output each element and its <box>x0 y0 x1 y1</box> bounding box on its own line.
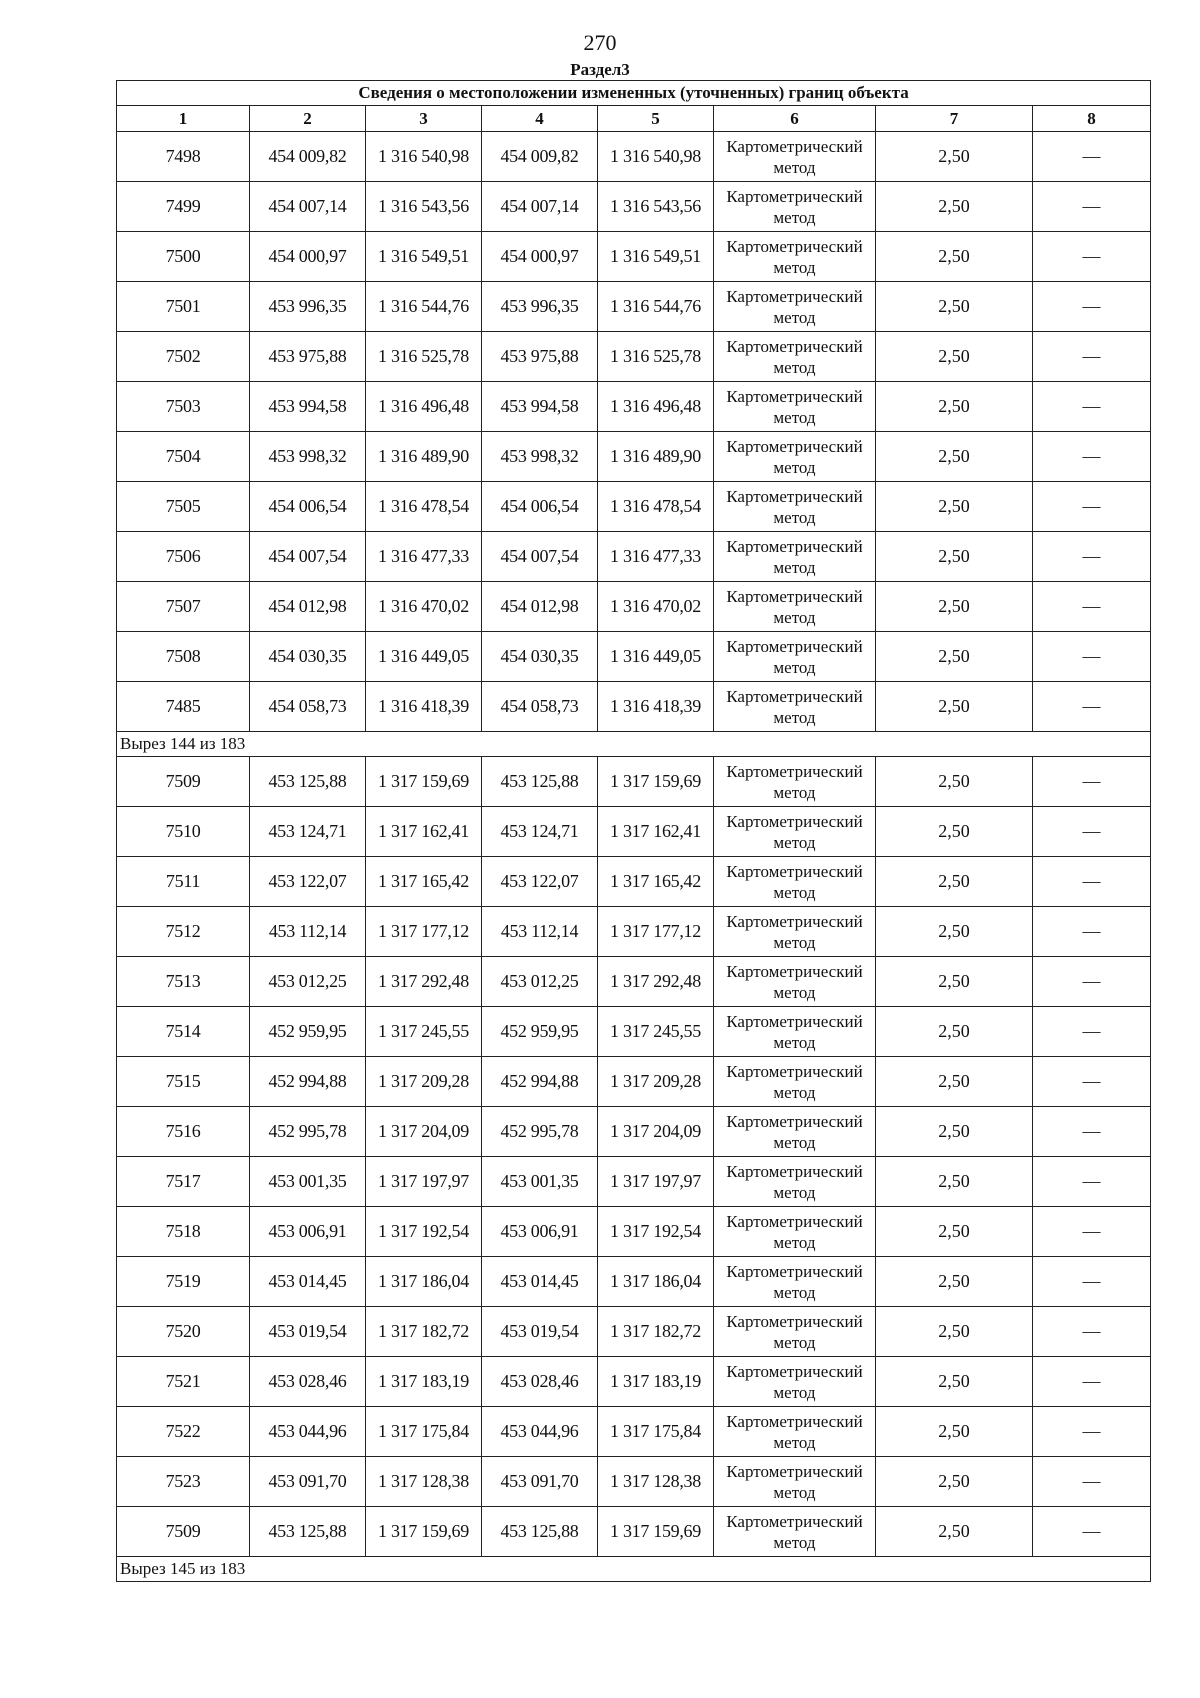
x-refined-cell: 454 000,97 <box>482 232 598 282</box>
x-refined-cell: 453 125,88 <box>482 757 598 807</box>
x-refined-cell: 452 994,88 <box>482 1057 598 1107</box>
empty-cell: — <box>1033 532 1151 582</box>
method-cell: Картометрический метод <box>714 1507 876 1557</box>
table-row <box>117 232 1151 282</box>
table-row <box>117 382 1151 432</box>
x-existing-cell: 454 007,54 <box>250 532 366 582</box>
y-existing-cell: 1 316 489,90 <box>366 432 482 482</box>
column-number: 8 <box>1033 106 1151 132</box>
y-existing-cell: 1 317 159,69 <box>366 1507 482 1557</box>
y-existing-cell: 1 317 197,97 <box>366 1157 482 1207</box>
table-row <box>117 1407 1151 1457</box>
x-existing-cell: 453 028,46 <box>250 1357 366 1407</box>
point-number-cell: 7506 <box>117 532 250 582</box>
x-existing-cell: 452 994,88 <box>250 1057 366 1107</box>
x-existing-cell: 453 014,45 <box>250 1257 366 1307</box>
precision-cell: 2,50 <box>876 807 1033 857</box>
point-number-cell: 7512 <box>117 907 250 957</box>
point-number-cell: 7502 <box>117 332 250 382</box>
point-number-cell: 7509 <box>117 1507 250 1557</box>
point-number-cell: 7514 <box>117 1007 250 1057</box>
y-refined-cell: 1 317 128,38 <box>598 1457 714 1507</box>
empty-cell: — <box>1033 382 1151 432</box>
method-cell: Картометрический метод <box>714 382 876 432</box>
empty-cell: — <box>1033 757 1151 807</box>
method-cell: Картометрический метод <box>714 807 876 857</box>
x-refined-cell: 453 012,25 <box>482 957 598 1007</box>
y-existing-cell: 1 317 182,72 <box>366 1307 482 1357</box>
y-refined-cell: 1 316 449,05 <box>598 632 714 682</box>
empty-cell: — <box>1033 182 1151 232</box>
x-refined-cell: 453 006,91 <box>482 1207 598 1257</box>
y-refined-cell: 1 317 292,48 <box>598 957 714 1007</box>
precision-cell: 2,50 <box>876 1257 1033 1307</box>
table-row <box>117 582 1151 632</box>
y-refined-cell: 1 316 544,76 <box>598 282 714 332</box>
precision-cell: 2,50 <box>876 1507 1033 1557</box>
cutout-row <box>117 1557 1151 1582</box>
y-existing-cell: 1 317 177,12 <box>366 907 482 957</box>
y-refined-cell: 1 316 540,98 <box>598 132 714 182</box>
empty-cell: — <box>1033 1157 1151 1207</box>
point-number-cell: 7515 <box>117 1057 250 1107</box>
y-refined-cell: 1 317 204,09 <box>598 1107 714 1157</box>
method-cell: Картометрический метод <box>714 282 876 332</box>
method-cell: Картометрический метод <box>714 482 876 532</box>
empty-cell: — <box>1033 1057 1151 1107</box>
x-existing-cell: 453 112,14 <box>250 907 366 957</box>
precision-cell: 2,50 <box>876 332 1033 382</box>
table-row <box>117 907 1151 957</box>
table-row <box>117 957 1151 1007</box>
point-number-cell: 7516 <box>117 1107 250 1157</box>
x-refined-cell: 454 007,54 <box>482 532 598 582</box>
empty-cell: — <box>1033 1007 1151 1057</box>
x-refined-cell: 453 994,58 <box>482 382 598 432</box>
table-row <box>117 1157 1151 1207</box>
y-refined-cell: 1 317 186,04 <box>598 1257 714 1307</box>
method-cell: Картометрический метод <box>714 182 876 232</box>
x-refined-cell: 453 014,45 <box>482 1257 598 1307</box>
y-refined-cell: 1 317 177,12 <box>598 907 714 957</box>
x-existing-cell: 454 030,35 <box>250 632 366 682</box>
y-refined-cell: 1 317 162,41 <box>598 807 714 857</box>
cutout-row <box>117 732 1151 757</box>
x-existing-cell: 453 998,32 <box>250 432 366 482</box>
table-row <box>117 1207 1151 1257</box>
table-row <box>117 757 1151 807</box>
point-number-cell: 7500 <box>117 232 250 282</box>
table-row <box>117 1457 1151 1507</box>
method-cell: Картометрический метод <box>714 957 876 1007</box>
empty-cell: — <box>1033 632 1151 682</box>
table-row <box>117 1307 1151 1357</box>
point-number-cell: 7509 <box>117 757 250 807</box>
section-title: Раздел3 <box>570 60 630 79</box>
column-number: 2 <box>250 106 366 132</box>
x-existing-cell: 453 044,96 <box>250 1407 366 1457</box>
precision-cell: 2,50 <box>876 682 1033 732</box>
empty-cell: — <box>1033 1257 1151 1307</box>
empty-cell: — <box>1033 1307 1151 1357</box>
precision-cell: 2,50 <box>876 382 1033 432</box>
method-cell: Картометрический метод <box>714 1407 876 1457</box>
empty-cell: — <box>1033 1107 1151 1157</box>
point-number-cell: 7508 <box>117 632 250 682</box>
y-refined-cell: 1 316 470,02 <box>598 582 714 632</box>
table-row <box>117 1357 1151 1407</box>
precision-cell: 2,50 <box>876 532 1033 582</box>
x-refined-cell: 453 125,88 <box>482 1507 598 1557</box>
table-row <box>117 332 1151 382</box>
column-number: 5 <box>598 106 714 132</box>
x-refined-cell: 453 998,32 <box>482 432 598 482</box>
empty-cell: — <box>1033 232 1151 282</box>
point-number-cell: 7517 <box>117 1157 250 1207</box>
point-number-cell: 7498 <box>117 132 250 182</box>
x-refined-cell: 453 124,71 <box>482 807 598 857</box>
cutout-label: Вырез 145 из 183 <box>117 1557 1151 1582</box>
x-refined-cell: 453 044,96 <box>482 1407 598 1457</box>
y-existing-cell: 1 317 245,55 <box>366 1007 482 1057</box>
x-existing-cell: 452 995,78 <box>250 1107 366 1157</box>
x-existing-cell: 454 006,54 <box>250 482 366 532</box>
empty-cell: — <box>1033 1507 1151 1557</box>
point-number-cell: 7511 <box>117 857 250 907</box>
table-row <box>117 1107 1151 1157</box>
point-number-cell: 7520 <box>117 1307 250 1357</box>
y-refined-cell: 1 316 496,48 <box>598 382 714 432</box>
method-cell: Картометрический метод <box>714 757 876 807</box>
precision-cell: 2,50 <box>876 1107 1033 1157</box>
y-existing-cell: 1 317 162,41 <box>366 807 482 857</box>
table-row <box>117 182 1151 232</box>
precision-cell: 2,50 <box>876 482 1033 532</box>
empty-cell: — <box>1033 1407 1151 1457</box>
empty-cell: — <box>1033 1357 1151 1407</box>
x-existing-cell: 453 001,35 <box>250 1157 366 1207</box>
method-cell: Картометрический метод <box>714 1157 876 1207</box>
method-cell: Картометрический метод <box>714 1307 876 1357</box>
table-row <box>117 132 1151 182</box>
precision-cell: 2,50 <box>876 632 1033 682</box>
method-cell: Картометрический метод <box>714 1107 876 1157</box>
x-refined-cell: 453 019,54 <box>482 1307 598 1357</box>
point-number-cell: 7510 <box>117 807 250 857</box>
x-existing-cell: 452 959,95 <box>250 1007 366 1057</box>
y-existing-cell: 1 317 204,09 <box>366 1107 482 1157</box>
empty-cell: — <box>1033 482 1151 532</box>
empty-cell: — <box>1033 957 1151 1007</box>
table-row <box>117 1057 1151 1107</box>
table-row <box>117 1007 1151 1057</box>
precision-cell: 2,50 <box>876 1157 1033 1207</box>
x-refined-cell: 453 028,46 <box>482 1357 598 1407</box>
precision-cell: 2,50 <box>876 1457 1033 1507</box>
table-body <box>117 132 1151 1582</box>
method-cell: Картометрический метод <box>714 1457 876 1507</box>
y-existing-cell: 1 316 549,51 <box>366 232 482 282</box>
empty-cell: — <box>1033 907 1151 957</box>
y-existing-cell: 1 316 496,48 <box>366 382 482 432</box>
y-existing-cell: 1 317 159,69 <box>366 757 482 807</box>
y-refined-cell: 1 316 478,54 <box>598 482 714 532</box>
y-refined-cell: 1 317 165,42 <box>598 857 714 907</box>
method-cell: Картометрический метод <box>714 1057 876 1107</box>
x-existing-cell: 453 006,91 <box>250 1207 366 1257</box>
column-number: 4 <box>482 106 598 132</box>
point-number-cell: 7522 <box>117 1407 250 1457</box>
method-cell: Картометрический метод <box>714 632 876 682</box>
y-refined-cell: 1 316 489,90 <box>598 432 714 482</box>
y-existing-cell: 1 316 544,76 <box>366 282 482 332</box>
precision-cell: 2,50 <box>876 1007 1033 1057</box>
point-number-cell: 7499 <box>117 182 250 232</box>
empty-cell: — <box>1033 1457 1151 1507</box>
method-cell: Картометрический метод <box>714 1007 876 1057</box>
empty-cell: — <box>1033 682 1151 732</box>
y-existing-cell: 1 316 470,02 <box>366 582 482 632</box>
method-cell: Картометрический метод <box>714 132 876 182</box>
empty-cell: — <box>1033 582 1151 632</box>
table-row <box>117 482 1151 532</box>
x-existing-cell: 453 019,54 <box>250 1307 366 1357</box>
empty-cell: — <box>1033 432 1151 482</box>
precision-cell: 2,50 <box>876 432 1033 482</box>
y-refined-cell: 1 317 183,19 <box>598 1357 714 1407</box>
y-existing-cell: 1 317 186,04 <box>366 1257 482 1307</box>
y-refined-cell: 1 317 182,72 <box>598 1307 714 1357</box>
table-row <box>117 1257 1151 1307</box>
y-existing-cell: 1 316 449,05 <box>366 632 482 682</box>
y-existing-cell: 1 316 543,56 <box>366 182 482 232</box>
x-refined-cell: 453 001,35 <box>482 1157 598 1207</box>
precision-cell: 2,50 <box>876 582 1033 632</box>
x-refined-cell: 454 007,14 <box>482 182 598 232</box>
x-refined-cell: 454 006,54 <box>482 482 598 532</box>
point-number-cell: 7503 <box>117 382 250 432</box>
method-cell: Картометрический метод <box>714 1357 876 1407</box>
table-row <box>117 682 1151 732</box>
precision-cell: 2,50 <box>876 1207 1033 1257</box>
x-refined-cell: 453 122,07 <box>482 857 598 907</box>
method-cell: Картометрический метод <box>714 1207 876 1257</box>
y-existing-cell: 1 317 209,28 <box>366 1057 482 1107</box>
y-existing-cell: 1 316 525,78 <box>366 332 482 382</box>
x-existing-cell: 454 000,97 <box>250 232 366 282</box>
column-number: 6 <box>714 106 876 132</box>
table-row <box>117 632 1151 682</box>
cutout-label: Вырез 144 из 183 <box>117 732 1151 757</box>
x-refined-cell: 454 058,73 <box>482 682 598 732</box>
method-cell: Картометрический метод <box>714 332 876 382</box>
method-cell: Картометрический метод <box>714 907 876 957</box>
point-number-cell: 7513 <box>117 957 250 1007</box>
x-existing-cell: 453 124,71 <box>250 807 366 857</box>
y-existing-cell: 1 316 477,33 <box>366 532 482 582</box>
column-number: 7 <box>876 106 1033 132</box>
x-existing-cell: 453 125,88 <box>250 1507 366 1557</box>
x-existing-cell: 453 091,70 <box>250 1457 366 1507</box>
precision-cell: 2,50 <box>876 232 1033 282</box>
precision-cell: 2,50 <box>876 1357 1033 1407</box>
method-cell: Картометрический метод <box>714 532 876 582</box>
y-refined-cell: 1 317 192,54 <box>598 1207 714 1257</box>
point-number-cell: 7505 <box>117 482 250 532</box>
method-cell: Картометрический метод <box>714 232 876 282</box>
point-number-cell: 7507 <box>117 582 250 632</box>
method-cell: Картометрический метод <box>714 1257 876 1307</box>
y-existing-cell: 1 316 540,98 <box>366 132 482 182</box>
table-row <box>117 1507 1151 1557</box>
point-number-cell: 7518 <box>117 1207 250 1257</box>
point-number-cell: 7521 <box>117 1357 250 1407</box>
precision-cell: 2,50 <box>876 182 1033 232</box>
point-number-cell: 7485 <box>117 682 250 732</box>
empty-cell: — <box>1033 132 1151 182</box>
y-refined-cell: 1 316 525,78 <box>598 332 714 382</box>
y-refined-cell: 1 317 209,28 <box>598 1057 714 1107</box>
x-existing-cell: 453 975,88 <box>250 332 366 382</box>
empty-cell: — <box>1033 807 1151 857</box>
y-existing-cell: 1 317 183,19 <box>366 1357 482 1407</box>
point-number-cell: 7504 <box>117 432 250 482</box>
page-number: 270 <box>583 30 617 55</box>
table-row <box>117 807 1151 857</box>
precision-cell: 2,50 <box>876 757 1033 807</box>
x-refined-cell: 454 030,35 <box>482 632 598 682</box>
column-number: 3 <box>366 106 482 132</box>
y-refined-cell: 1 317 159,69 <box>598 1507 714 1557</box>
precision-cell: 2,50 <box>876 857 1033 907</box>
empty-cell: — <box>1033 1207 1151 1257</box>
y-existing-cell: 1 317 292,48 <box>366 957 482 1007</box>
coordinates-table <box>116 80 1151 1582</box>
column-number: 1 <box>117 106 250 132</box>
precision-cell: 2,50 <box>876 907 1033 957</box>
x-refined-cell: 452 959,95 <box>482 1007 598 1057</box>
method-cell: Картометрический метод <box>714 857 876 907</box>
point-number-cell: 7519 <box>117 1257 250 1307</box>
table-row <box>117 532 1151 582</box>
precision-cell: 2,50 <box>876 957 1033 1007</box>
empty-cell: — <box>1033 332 1151 382</box>
y-refined-cell: 1 317 159,69 <box>598 757 714 807</box>
x-refined-cell: 453 996,35 <box>482 282 598 332</box>
y-refined-cell: 1 317 197,97 <box>598 1157 714 1207</box>
x-existing-cell: 453 012,25 <box>250 957 366 1007</box>
table-caption: Сведения о местоположении измененных (уточненных) границ объекта <box>117 81 1151 106</box>
y-refined-cell: 1 317 245,55 <box>598 1007 714 1057</box>
x-existing-cell: 453 994,58 <box>250 382 366 432</box>
y-refined-cell: 1 316 543,56 <box>598 182 714 232</box>
method-cell: Картометрический метод <box>714 582 876 632</box>
y-existing-cell: 1 317 192,54 <box>366 1207 482 1257</box>
table-row <box>117 282 1151 332</box>
precision-cell: 2,50 <box>876 1407 1033 1457</box>
y-existing-cell: 1 316 418,39 <box>366 682 482 732</box>
x-existing-cell: 453 122,07 <box>250 857 366 907</box>
method-cell: Картометрический метод <box>714 432 876 482</box>
y-existing-cell: 1 317 128,38 <box>366 1457 482 1507</box>
x-existing-cell: 454 007,14 <box>250 182 366 232</box>
y-refined-cell: 1 317 175,84 <box>598 1407 714 1457</box>
y-refined-cell: 1 316 549,51 <box>598 232 714 282</box>
y-existing-cell: 1 316 478,54 <box>366 482 482 532</box>
y-existing-cell: 1 317 165,42 <box>366 857 482 907</box>
x-refined-cell: 453 091,70 <box>482 1457 598 1507</box>
y-refined-cell: 1 316 477,33 <box>598 532 714 582</box>
method-cell: Картометрический метод <box>714 682 876 732</box>
x-refined-cell: 454 009,82 <box>482 132 598 182</box>
x-existing-cell: 454 009,82 <box>250 132 366 182</box>
y-refined-cell: 1 316 418,39 <box>598 682 714 732</box>
point-number-cell: 7501 <box>117 282 250 332</box>
x-existing-cell: 454 012,98 <box>250 582 366 632</box>
empty-cell: — <box>1033 282 1151 332</box>
y-existing-cell: 1 317 175,84 <box>366 1407 482 1457</box>
table-row <box>117 857 1151 907</box>
precision-cell: 2,50 <box>876 1307 1033 1357</box>
x-refined-cell: 454 012,98 <box>482 582 598 632</box>
precision-cell: 2,50 <box>876 1057 1033 1107</box>
x-existing-cell: 454 058,73 <box>250 682 366 732</box>
point-number-cell: 7523 <box>117 1457 250 1507</box>
x-refined-cell: 453 975,88 <box>482 332 598 382</box>
x-existing-cell: 453 996,35 <box>250 282 366 332</box>
x-refined-cell: 453 112,14 <box>482 907 598 957</box>
table-row <box>117 432 1151 482</box>
column-number-row <box>117 106 1151 132</box>
x-refined-cell: 452 995,78 <box>482 1107 598 1157</box>
precision-cell: 2,50 <box>876 132 1033 182</box>
empty-cell: — <box>1033 857 1151 907</box>
x-existing-cell: 453 125,88 <box>250 757 366 807</box>
precision-cell: 2,50 <box>876 282 1033 332</box>
